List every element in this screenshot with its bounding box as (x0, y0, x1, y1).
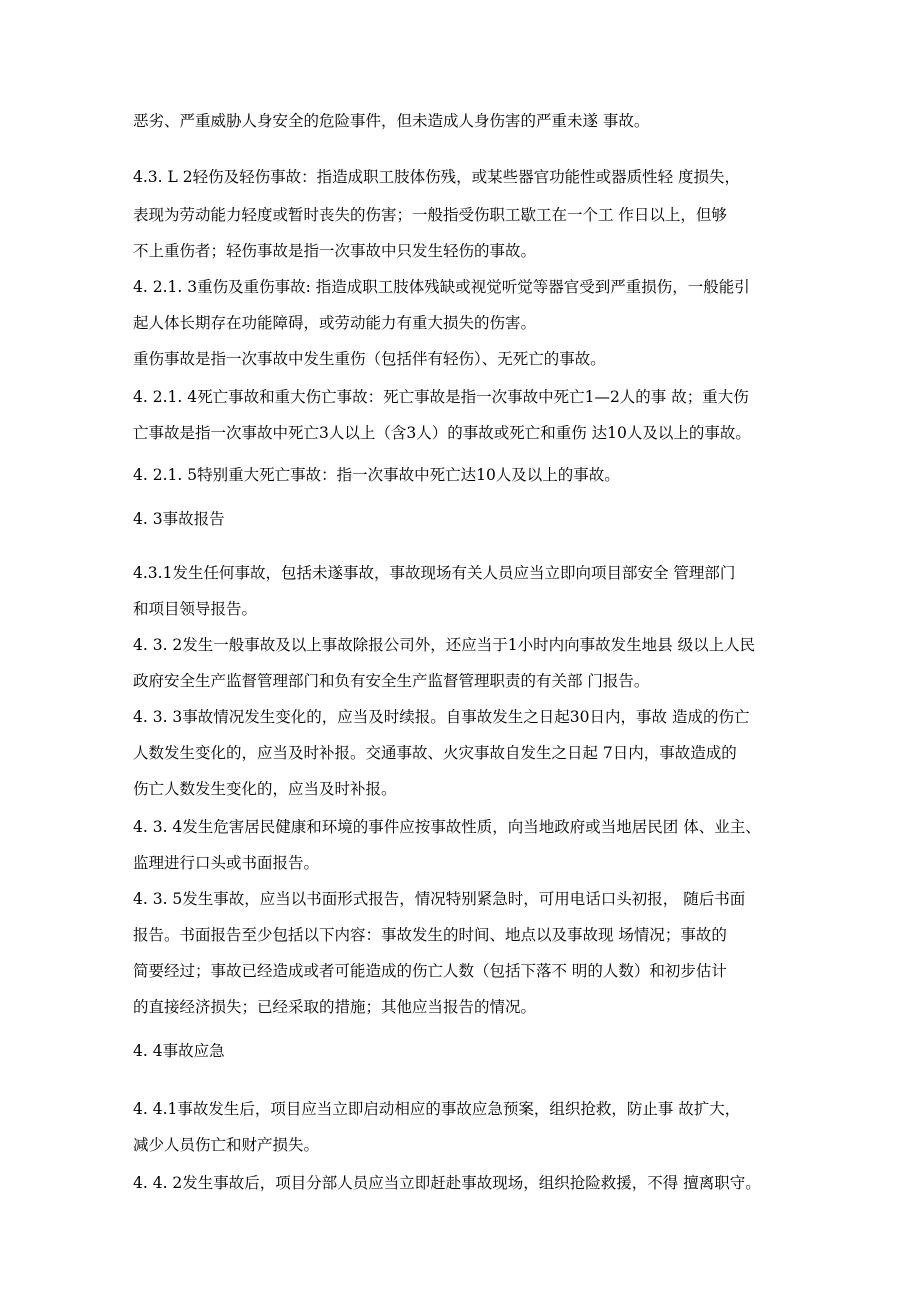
text-line: 4. 4.1事故发生后，项目应当立即启动相应的事故应急预案，组织抢救，防止事 故扩大， (133, 1100, 741, 1118)
text-line: 起人体长期存在功能障碍，或劳动能力有重大损失的伤害。 (133, 314, 537, 332)
text-line: 4. 3. 2发生一般事故及以上事故除报公司外，还应当于1小时内向事故发生地县 级以上人民 (133, 636, 756, 654)
text-line: 和项目领导报告。 (133, 600, 258, 618)
section-heading: 4. 3事故报告 (133, 510, 225, 528)
text-line: 4. 3. 5发生事故，应当以书面形式报告，情况特别紧急时，可用电话口头初报， 随后书面 (133, 890, 746, 908)
text-line: 不上重伤者；轻伤事故是指一次事故中只发生轻伤的事故。 (133, 242, 537, 260)
text-line: 表现为劳动能力轻度或暂时丧失的伤害；一般指受伤职工歇工在一个工 作日以上，但够 (133, 206, 727, 224)
text-line: 政府安全生产监督管理部门和负有安全生产监督管理职责的有关部 门报告。 (133, 672, 650, 690)
text-line: 重伤事故是指一次事故中发生重伤（包括伴有轻伤）、无死亡的事故。 (133, 350, 606, 368)
text-line: 亡事故是指一次事故中死亡3人以上（含3人）的事故或死亡和重伤 达10人及以上的事故。 (133, 424, 751, 442)
text-line: 简要经过；事故已经造成或者可能造成的伤亡人数（包括下落不 明的人数）和初步估计 (133, 962, 727, 980)
text-line: 4. 2.1. 4死亡事故和重大伤亡事故：死亡事故是指一次事故中死亡1—2人的事 故；重大伤 (133, 388, 749, 406)
text-line: 报告。书面报告至少包括以下内容：事故发生的时间、地点以及事故现 场情况；事故的 (133, 926, 727, 944)
text-line: 4. 2.1. 5特别重大死亡事故：指一次事故中死亡达10人及以上的事故。 (133, 466, 620, 484)
text-line: 4. 2.1. 3重伤及重伤事故: 指造成职工肢体残缺或视觉听觉等器官受到严重损伤，一般能引 (133, 278, 750, 296)
text-line: 监理进行口头或书面报告。 (133, 854, 320, 872)
text-line: 人数发生变化的，应当及时补报。交通事故、火灾事故自发生之日起 7日内，事故造成的 (133, 744, 737, 762)
text-line: 4.3.1发生任何事故，包括未遂事故，事故现场有关人员应当立即向项目部安全 管理部门 (133, 564, 736, 582)
text-line: 伤亡人数发生变化的，应当及时补报。 (133, 780, 397, 798)
text-line: 4. 3. 3事故情况发生变化的，应当及时续报。自事故发生之日起30日内，事故 造成的伤亡 (133, 708, 750, 726)
section-heading: 4. 4事故应急 (133, 1042, 225, 1060)
text-line: 4. 3. 4发生危害居民健康和环境的事件应按事故性质，向当地政府或当地居民团 体、业主、 (133, 818, 761, 836)
text-line: 减少人员伤亡和财产损失。 (133, 1136, 320, 1154)
text-line: 4. 4. 2发生事故后，项目分部人员应当立即赶赴事故现场，组织抢险救援，不得 擅离职守。 (133, 1174, 761, 1192)
text-line: 的直接经济损失；已经采取的措施；其他应当报告的情况。 (133, 998, 537, 1016)
text-line: 4.3. L 2轻伤及轻伤事故：指造成职工肢体伤残，或某些器官功能性或器质性轻 度损失， (133, 168, 741, 186)
text-line: 恶劣、严重威胁人身安全的危险事件，但未造成人身伤害的严重未遂 事故。 (133, 112, 650, 130)
